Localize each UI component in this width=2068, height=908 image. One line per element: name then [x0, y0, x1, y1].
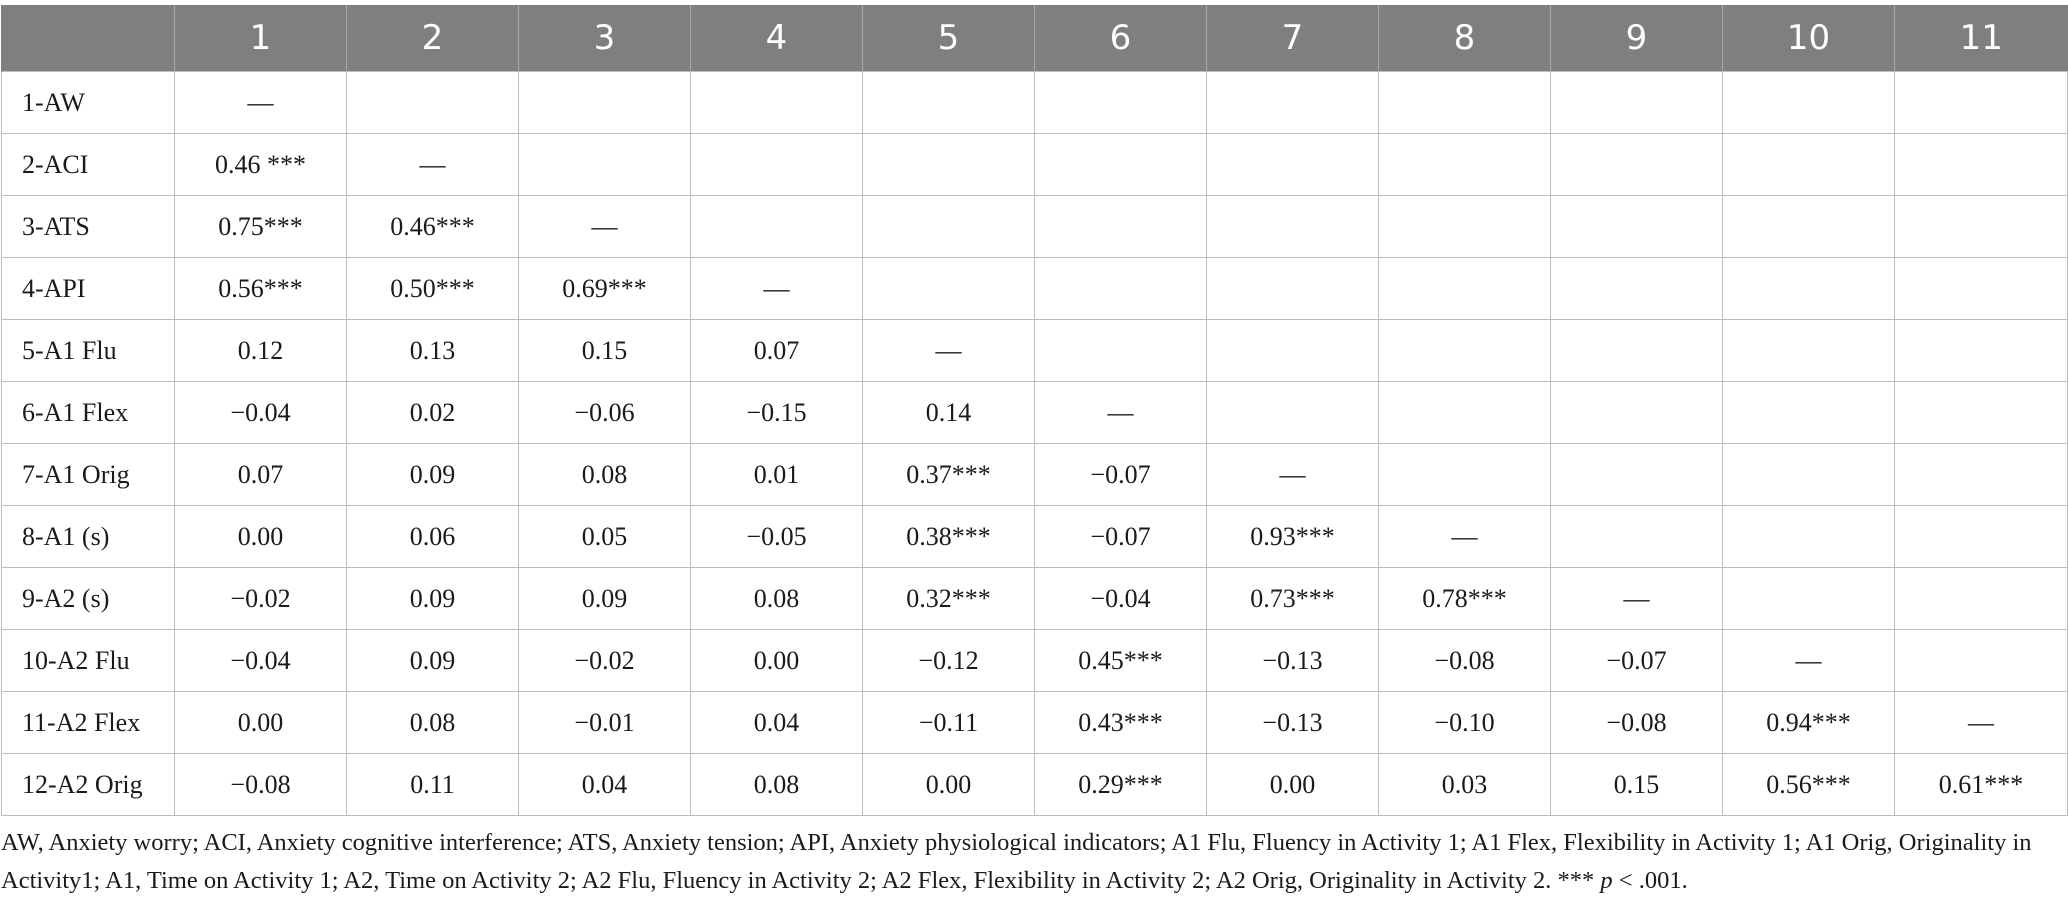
- table-cell: [1723, 506, 1895, 568]
- table-cell: —: [1551, 568, 1723, 630]
- correlation-table: [1, 5, 2068, 816]
- table-cell: 0.78***: [1379, 568, 1551, 630]
- table-cell: [1379, 134, 1551, 196]
- row-label: 3-ATS: [2, 196, 175, 258]
- table-cell: [347, 72, 519, 134]
- table-cell: 0.45***: [1035, 630, 1207, 692]
- table-cell: [691, 72, 863, 134]
- table-cell: [1895, 382, 2068, 444]
- table-row: [2, 692, 2068, 754]
- table-cell: 0.00: [175, 692, 347, 754]
- table-cell: —: [1035, 382, 1207, 444]
- table-cell: 0.09: [347, 444, 519, 506]
- table-row: [2, 196, 2068, 258]
- table-cell: [1207, 134, 1379, 196]
- table-cell: 0.05: [519, 506, 691, 568]
- table-cell: 0.43***: [1035, 692, 1207, 754]
- footnote-p-value: < .001.: [1612, 867, 1688, 894]
- header-cell: 1: [175, 5, 347, 72]
- table-cell: [1035, 320, 1207, 382]
- table-cell: [1895, 444, 2068, 506]
- table-cell: −0.07: [1551, 630, 1723, 692]
- table-cell: [1379, 72, 1551, 134]
- table-cell: 0.09: [347, 630, 519, 692]
- table-cell: 0.00: [1207, 754, 1379, 816]
- table-cell: 0.07: [175, 444, 347, 506]
- table-cell: −0.06: [519, 382, 691, 444]
- table-cell: [1551, 444, 1723, 506]
- table-cell: [1035, 72, 1207, 134]
- row-label: 1-AW: [2, 72, 175, 134]
- table-cell: [691, 134, 863, 196]
- header-cell: 2: [347, 5, 519, 72]
- table-cell: [1895, 258, 2068, 320]
- table-cell: [1723, 72, 1895, 134]
- table-cell: 0.08: [691, 568, 863, 630]
- correlation-table-container: [1, 5, 2068, 816]
- table-cell: [1207, 72, 1379, 134]
- header-cell: 10: [1723, 5, 1895, 72]
- row-label: 6-A1 Flex: [2, 382, 175, 444]
- table-cell: —: [863, 320, 1035, 382]
- header-cell-corner: [2, 5, 175, 72]
- table-cell: [1551, 320, 1723, 382]
- table-cell: 0.06: [347, 506, 519, 568]
- table-cell: [1723, 320, 1895, 382]
- table-cell: [1035, 258, 1207, 320]
- table-cell: 0.69***: [519, 258, 691, 320]
- table-cell: −0.04: [175, 630, 347, 692]
- table-cell: —: [519, 196, 691, 258]
- table-cell: [1379, 382, 1551, 444]
- table-cell: 0.15: [519, 320, 691, 382]
- table-cell: 0.29***: [1035, 754, 1207, 816]
- table-cell: [1895, 568, 2068, 630]
- table-cell: [1895, 134, 2068, 196]
- table-row: [2, 382, 2068, 444]
- table-cell: 0.09: [519, 568, 691, 630]
- table-cell: —: [175, 72, 347, 134]
- table-cell: [1895, 196, 2068, 258]
- header-cell: 11: [1895, 5, 2068, 72]
- table-cell: −0.08: [1551, 692, 1723, 754]
- row-label: 10-A2 Flu: [2, 630, 175, 692]
- table-cell: 0.15: [1551, 754, 1723, 816]
- table-cell: [1723, 568, 1895, 630]
- table-cell: [1551, 258, 1723, 320]
- row-label: 7-A1 Orig: [2, 444, 175, 506]
- table-cell: −0.04: [175, 382, 347, 444]
- table-cell: [1207, 196, 1379, 258]
- header-cell: 8: [1379, 5, 1551, 72]
- table-cell: 0.07: [691, 320, 863, 382]
- table-cell: [1379, 258, 1551, 320]
- table-cell: 0.08: [519, 444, 691, 506]
- row-label: 12-A2 Orig: [2, 754, 175, 816]
- table-cell: [1895, 630, 2068, 692]
- table-cell: 0.11: [347, 754, 519, 816]
- table-cell: −0.08: [1379, 630, 1551, 692]
- table-cell: [1379, 196, 1551, 258]
- table-cell: 0.13: [347, 320, 519, 382]
- table-cell: [863, 196, 1035, 258]
- table-cell: −0.08: [175, 754, 347, 816]
- table-cell: [1723, 134, 1895, 196]
- row-label: 11-A2 Flex: [2, 692, 175, 754]
- table-cell: 0.75***: [175, 196, 347, 258]
- table-row: [2, 568, 2068, 630]
- table-cell: 0.37***: [863, 444, 1035, 506]
- table-header: [2, 5, 2068, 72]
- table-cell: [1379, 444, 1551, 506]
- table-cell: —: [1895, 692, 2068, 754]
- table-cell: [1551, 134, 1723, 196]
- table-cell: −0.13: [1207, 630, 1379, 692]
- table-cell: [1551, 506, 1723, 568]
- table-cell: 0.04: [691, 692, 863, 754]
- table-footnote: [1, 824, 2061, 900]
- table-cell: −0.12: [863, 630, 1035, 692]
- table-cell: [691, 196, 863, 258]
- header-cell: 3: [519, 5, 691, 72]
- table-cell: [863, 134, 1035, 196]
- row-label: 8-A1 (s): [2, 506, 175, 568]
- table-cell: 0.61***: [1895, 754, 2068, 816]
- header-cell: 4: [691, 5, 863, 72]
- table-cell: [1207, 258, 1379, 320]
- table-cell: [863, 258, 1035, 320]
- table-row: [2, 320, 2068, 382]
- table-cell: 0.38***: [863, 506, 1035, 568]
- table-cell: 0.93***: [1207, 506, 1379, 568]
- table-cell: [1895, 506, 2068, 568]
- table-row: [2, 444, 2068, 506]
- table-cell: −0.04: [1035, 568, 1207, 630]
- table-cell: [1723, 444, 1895, 506]
- table-cell: [1551, 72, 1723, 134]
- table-cell: [1207, 382, 1379, 444]
- table-cell: 0.08: [691, 754, 863, 816]
- table-cell: 0.94***: [1723, 692, 1895, 754]
- table-cell: −0.07: [1035, 444, 1207, 506]
- table-cell: −0.10: [1379, 692, 1551, 754]
- table-cell: [1723, 196, 1895, 258]
- table-cell: [1895, 72, 2068, 134]
- table-cell: [519, 72, 691, 134]
- table-cell: [519, 134, 691, 196]
- table-cell: [863, 72, 1035, 134]
- table-cell: 0.32***: [863, 568, 1035, 630]
- table-cell: 0.50***: [347, 258, 519, 320]
- table-cell: −0.05: [691, 506, 863, 568]
- table-row: [2, 134, 2068, 196]
- table-cell: [1379, 320, 1551, 382]
- table-cell: −0.11: [863, 692, 1035, 754]
- header-cell: 6: [1035, 5, 1207, 72]
- table-cell: 0.14: [863, 382, 1035, 444]
- table-cell: 0.00: [863, 754, 1035, 816]
- table-row: [2, 630, 2068, 692]
- table-cell: 0.46***: [347, 196, 519, 258]
- table-cell: —: [691, 258, 863, 320]
- table-cell: —: [1207, 444, 1379, 506]
- table-cell: [1895, 320, 2068, 382]
- row-label: 4-API: [2, 258, 175, 320]
- table-cell: 0.01: [691, 444, 863, 506]
- table-cell: [1551, 196, 1723, 258]
- table-cell: 0.09: [347, 568, 519, 630]
- header-cell: 5: [863, 5, 1035, 72]
- table-row: [2, 258, 2068, 320]
- header-row: [2, 5, 2068, 72]
- table-cell: —: [1379, 506, 1551, 568]
- table-cell: 0.00: [691, 630, 863, 692]
- table-cell: 0.73***: [1207, 568, 1379, 630]
- table-cell: −0.15: [691, 382, 863, 444]
- row-label: 9-A2 (s): [2, 568, 175, 630]
- table-cell: 0.46 ***: [175, 134, 347, 196]
- table-cell: [1207, 320, 1379, 382]
- table-cell: −0.02: [175, 568, 347, 630]
- table-cell: [1035, 134, 1207, 196]
- table-cell: 0.56***: [1723, 754, 1895, 816]
- table-body: [2, 72, 2068, 816]
- table-cell: 0.04: [519, 754, 691, 816]
- table-row: [2, 72, 2068, 134]
- table-cell: 0.03: [1379, 754, 1551, 816]
- footnote-text: AW, Anxiety worry; ACI, Anxiety cognitive interference; ATS, Anxiety tension; API, Anxiety physiological indicators; A1 Flu, Fluency in Activity 1; A1 Flex, Flexibility in Activity 1; A1 Orig, Originality in Activity1; A1, Time on Activity 1; A2, Time on Activity 2; A2 Flu, Fluency in Activity 2; A2 Flex, Flexibility in Activity 2; A2 Orig, Originality in Activity 2. ***: [1, 829, 2032, 894]
- table-cell: 0.02: [347, 382, 519, 444]
- table-cell: −0.07: [1035, 506, 1207, 568]
- footnote-p-symbol: p: [1600, 867, 1613, 894]
- table-cell: −0.13: [1207, 692, 1379, 754]
- table-cell: 0.12: [175, 320, 347, 382]
- row-label: 5-A1 Flu: [2, 320, 175, 382]
- table-row: [2, 506, 2068, 568]
- table-cell: —: [1723, 630, 1895, 692]
- table-cell: 0.56***: [175, 258, 347, 320]
- table-row: [2, 754, 2068, 816]
- table-cell: —: [347, 134, 519, 196]
- header-cell: 7: [1207, 5, 1379, 72]
- table-cell: −0.01: [519, 692, 691, 754]
- row-label: 2-ACI: [2, 134, 175, 196]
- table-cell: [1035, 196, 1207, 258]
- header-cell: 9: [1551, 5, 1723, 72]
- table-cell: 0.00: [175, 506, 347, 568]
- table-cell: −0.02: [519, 630, 691, 692]
- table-cell: [1723, 382, 1895, 444]
- table-cell: [1551, 382, 1723, 444]
- table-cell: 0.08: [347, 692, 519, 754]
- table-cell: [1723, 258, 1895, 320]
